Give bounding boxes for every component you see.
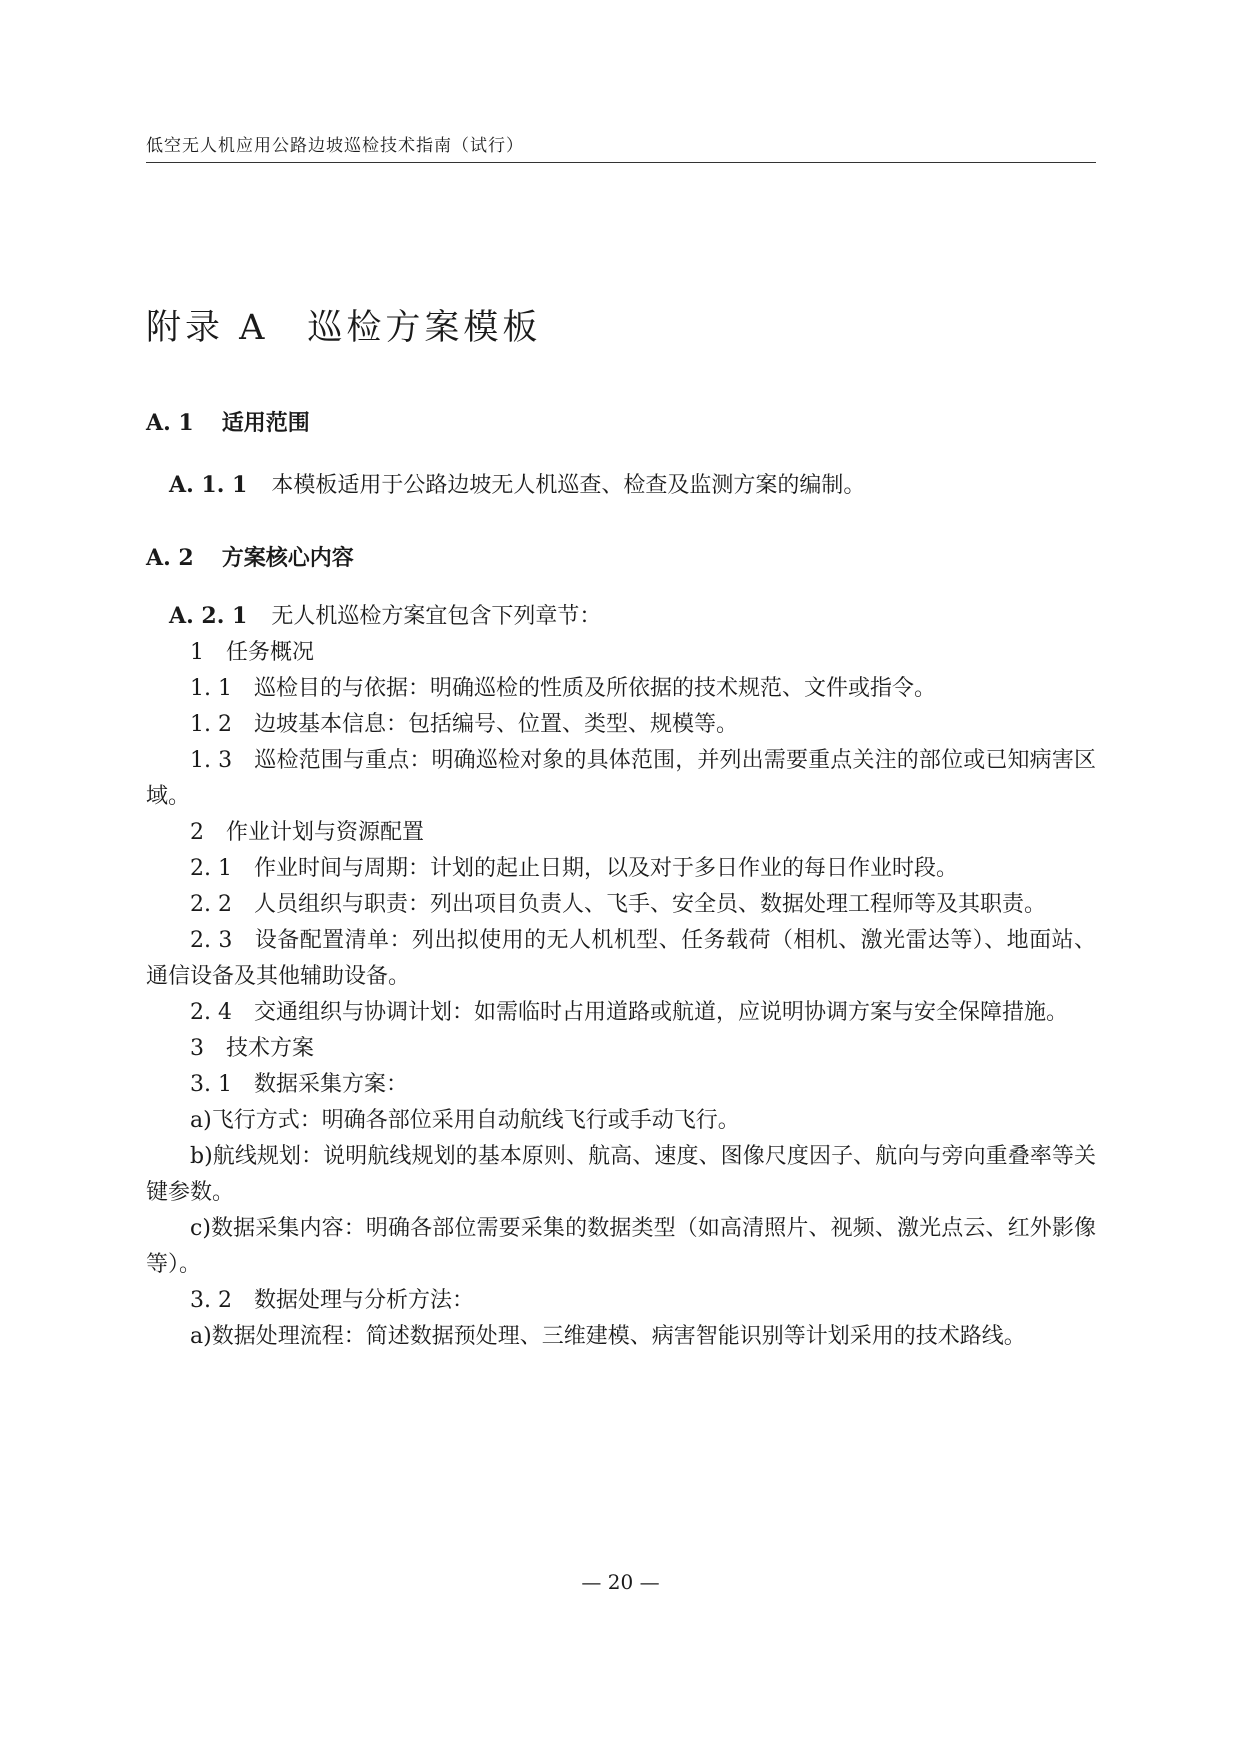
clause-text: 本模板适用于公路边坡无人机巡查、检查及监测方案的编制。 bbox=[271, 473, 866, 498]
list-item-index: 3 bbox=[190, 1036, 204, 1061]
list-item bbox=[146, 1139, 1096, 1211]
list-item bbox=[146, 1211, 1096, 1283]
list-item bbox=[146, 1283, 1096, 1319]
list-item-index: 3. 2 bbox=[190, 1288, 232, 1313]
list-item bbox=[146, 995, 1096, 1031]
list-item-text: 边坡基本信息：包括编号、位置、类型、规模等。 bbox=[253, 712, 738, 737]
list-item-text: 人员组织与职责：列出项目负责人、飞手、安全员、数据处理工程师等及其职责。 bbox=[253, 892, 1046, 917]
list-item-text: 作业时间与周期：计划的起止日期，以及对于多日作业的每日作业时段。 bbox=[253, 856, 958, 881]
list-item-index: 2. 4 bbox=[190, 1000, 232, 1025]
clause-number: A. 2. 1 bbox=[169, 603, 248, 629]
clause-text: 无人机巡检方案宜包含下列章节： bbox=[271, 604, 602, 629]
list-item-text: 任务概况 bbox=[226, 640, 315, 665]
list-item-index: 2 bbox=[190, 820, 204, 845]
list-item-text: 数据采集方案： bbox=[253, 1072, 408, 1097]
list-item-text: 巡检范围与重点：明确巡检对象的具体范围，并列出需要重点关注的部位或已知病害区域。 bbox=[146, 748, 1096, 809]
list-item-text: 设备配置清单：列出拟使用的无人机机型、任务载荷（相机、激光雷达等）、地面站、通信设备及其他辅助设备。 bbox=[146, 928, 1096, 989]
clause-a21 bbox=[146, 598, 1096, 1355]
list-item bbox=[146, 1103, 1096, 1139]
section-number: A. 2 bbox=[146, 545, 194, 571]
list-item-index: 1. 3 bbox=[190, 748, 233, 773]
running-header: 低空无人机应用公路边坡巡检技术指南（试行） bbox=[146, 136, 524, 156]
section-heading-a1 bbox=[146, 406, 310, 437]
list-item bbox=[146, 1031, 1096, 1067]
section-title: 适用范围 bbox=[221, 411, 310, 436]
clause-a11 bbox=[146, 467, 1096, 504]
list-item bbox=[146, 1319, 1096, 1355]
list-item bbox=[146, 851, 1096, 887]
list-item bbox=[146, 707, 1096, 743]
chapter-list bbox=[146, 635, 1096, 1355]
list-item-index: 2. 3 bbox=[190, 928, 233, 953]
list-item bbox=[146, 671, 1096, 707]
list-item-text: 巡检目的与依据：明确巡检的性质及所依据的技术规范、文件或指令。 bbox=[253, 676, 936, 701]
list-item bbox=[146, 815, 1096, 851]
list-item-index: 1 bbox=[190, 640, 204, 665]
section-title: 方案核心内容 bbox=[221, 546, 354, 571]
list-item-index: 1. 2 bbox=[190, 712, 232, 737]
page-number: — 20 — bbox=[581, 1570, 660, 1594]
list-item bbox=[146, 923, 1096, 995]
list-item-text: 数据处理与分析方法： bbox=[253, 1288, 474, 1313]
list-item bbox=[146, 635, 1096, 671]
list-item-text: a)数据处理流程：简述数据预处理、三维建模、病害智能识别等计划采用的技术路线。 bbox=[190, 1324, 1026, 1349]
list-item-index: 3. 1 bbox=[190, 1072, 232, 1097]
list-item-text: 作业计划与资源配置 bbox=[226, 820, 425, 845]
header-divider bbox=[146, 162, 1096, 163]
list-item bbox=[146, 1067, 1096, 1103]
list-item-index: 1. 1 bbox=[190, 676, 232, 701]
appendix-title: 附录 A 巡检方案模板 bbox=[146, 308, 542, 348]
list-item bbox=[146, 887, 1096, 923]
section-heading-a2 bbox=[146, 541, 354, 572]
list-item-index: 2. 2 bbox=[190, 892, 232, 917]
list-item bbox=[146, 743, 1096, 815]
list-item-text: a)飞行方式：明确各部位采用自动航线飞行或手动飞行。 bbox=[190, 1108, 740, 1133]
list-item-text: c)数据采集内容：明确各部位需要采集的数据类型（如高清照片、视频、激光点云、红外影像等）。 bbox=[146, 1216, 1096, 1277]
section-number: A. 1 bbox=[146, 410, 194, 436]
list-item-text: 技术方案 bbox=[226, 1036, 315, 1061]
list-item-index: 2. 1 bbox=[190, 856, 232, 881]
list-item-text: b)航线规划：说明航线规划的基本原则、航高、速度、图像尺度因子、航向与旁向重叠率等关键参数。 bbox=[146, 1144, 1096, 1205]
list-item-text: 交通组织与协调计划：如需临时占用道路或航道，应说明协调方案与安全保障措施。 bbox=[253, 1000, 1068, 1025]
clause-number: A. 1. 1 bbox=[169, 472, 248, 498]
